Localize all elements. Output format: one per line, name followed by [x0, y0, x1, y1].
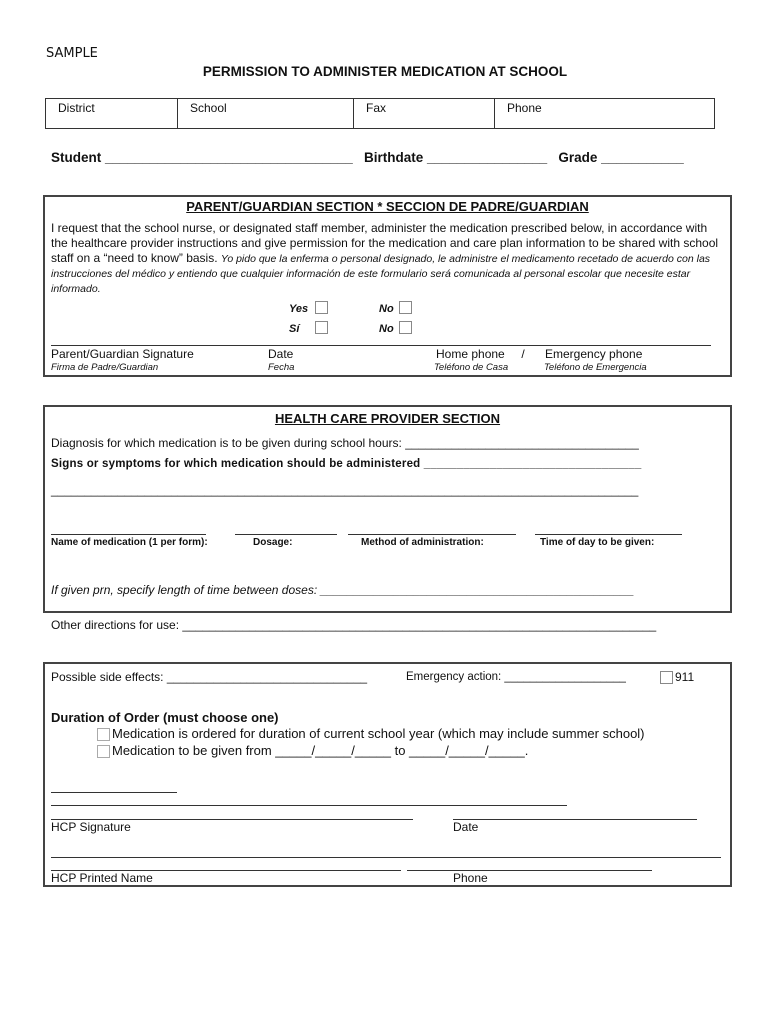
parent-date-label-es: Fecha	[268, 362, 295, 373]
sample-label: SAMPLE	[46, 46, 98, 61]
dosage-line[interactable]	[235, 534, 337, 535]
parent-section-heading: PARENT/GUARDIAN SECTION * SECCION DE PADRE/GUARDIAN	[186, 199, 589, 214]
emergency-phone-label-es: Teléfono de Emergencia	[544, 362, 647, 373]
time-of-day-line[interactable]	[535, 534, 682, 535]
orders-section	[43, 662, 732, 887]
health-care-provider-section	[43, 405, 732, 613]
dosage-label: Dosage:	[253, 537, 293, 548]
parent-signature-line[interactable]	[51, 345, 711, 346]
date-range-checkbox[interactable]	[97, 745, 110, 758]
call-911-checkbox[interactable]	[660, 671, 673, 684]
method-label: Method of administration:	[361, 537, 484, 548]
school-year-option: Medication is ordered for duration of current school year (which may include summer school)	[112, 726, 645, 741]
parent-signature-label: Parent/Guardian Signature	[51, 347, 194, 361]
parent-date-label: Date	[268, 347, 294, 361]
signature-line-short[interactable]	[51, 792, 177, 793]
home-phone-label-es: Teléfono de Casa	[434, 362, 509, 373]
symptoms-continuation-line[interactable]: ________________________________________________________________________________________	[51, 483, 639, 497]
provider-section-heading: HEALTH CARE PROVIDER SECTION	[274, 411, 501, 426]
hcp-phone-line[interactable]	[407, 870, 652, 871]
si-label: Sí	[289, 323, 300, 335]
si-checkbox[interactable]	[315, 321, 328, 334]
diagnosis-field[interactable]: Diagnosis for which medication is to be given during school hours: ___________________________________	[51, 436, 639, 450]
time-of-day-label: Time of day to be given:	[540, 537, 655, 548]
duration-heading: Duration of Order (must choose one)	[51, 710, 279, 725]
hcp-signature-label: HCP Signature	[51, 820, 131, 834]
prn-field[interactable]: If given prn, specify length of time between doses: _______________________________________________	[51, 583, 635, 597]
no-spanish-label: No	[379, 323, 394, 335]
yes-label: Yes	[289, 303, 309, 315]
emergency-phone-label: Emergency phone	[545, 347, 643, 361]
request-spanish: Yo pido que la enferma o personal designado, le administre el medicamento recetado de acuerdo con las instrucciones del médico y entiendo que cualquier información de este formulario será comunicada al personal escolar que necesite estar informado.	[51, 253, 711, 295]
medication-name-label: Name of medication (1 per form):	[51, 537, 208, 548]
request-english: I request that the school nurse, or designated staff member, administer the medication prescribed below, in accordance with the healthcare provider instructions and give permission for the medication and care plan information to be shared with school staff on a “need to know” basis.	[51, 221, 719, 265]
hcp-name-line-long[interactable]	[51, 857, 721, 858]
medication-name-line[interactable]	[51, 534, 206, 535]
emergency-action-field[interactable]: Emergency action: ___________________	[406, 671, 626, 683]
district-field[interactable]: District	[46, 99, 178, 129]
student-birthdate-grade-line[interactable]: Student _________________________________ Birthdate ________________ Grade ___________	[51, 150, 684, 165]
other-directions-field[interactable]: Other directions for use: _______________________________________________________________________	[51, 618, 657, 632]
school-year-checkbox[interactable]	[97, 728, 110, 741]
side-effects-field[interactable]: Possible side effects: ______________________________	[51, 670, 368, 684]
yes-checkbox[interactable]	[315, 301, 328, 314]
call-911-label: 911	[675, 670, 695, 684]
signs-symptoms-field[interactable]: Signs or symptoms for which medication should be administered _________________________________	[51, 458, 642, 470]
parent-guardian-section	[43, 195, 732, 377]
school-info-table	[45, 98, 715, 129]
hcp-date-line[interactable]	[453, 819, 697, 820]
fax-field[interactable]: Fax	[354, 99, 495, 129]
signature-line-long[interactable]	[51, 805, 567, 806]
method-line[interactable]	[348, 534, 516, 535]
form-title: PERMISSION TO ADMINISTER MEDICATION AT SCHOOL	[202, 64, 568, 79]
school-field[interactable]: School	[178, 99, 354, 129]
date-range-option: Medication to be given from _____/_____/_____ to _____/_____/_____.	[112, 743, 529, 758]
home-phone-label: Home phone /	[436, 347, 525, 361]
parent-signature-label-es: Firma de Padre/Guardian	[51, 362, 159, 373]
hcp-printed-name-label: HCP Printed Name	[51, 871, 153, 885]
no-label: No	[379, 303, 394, 315]
parent-request-text	[51, 221, 723, 296]
hcp-date-label: Date	[453, 820, 479, 834]
hcp-phone-label: Phone	[453, 871, 488, 885]
no-checkbox[interactable]	[399, 301, 412, 314]
no-spanish-checkbox[interactable]	[399, 321, 412, 334]
phone-field[interactable]: Phone	[495, 99, 715, 129]
